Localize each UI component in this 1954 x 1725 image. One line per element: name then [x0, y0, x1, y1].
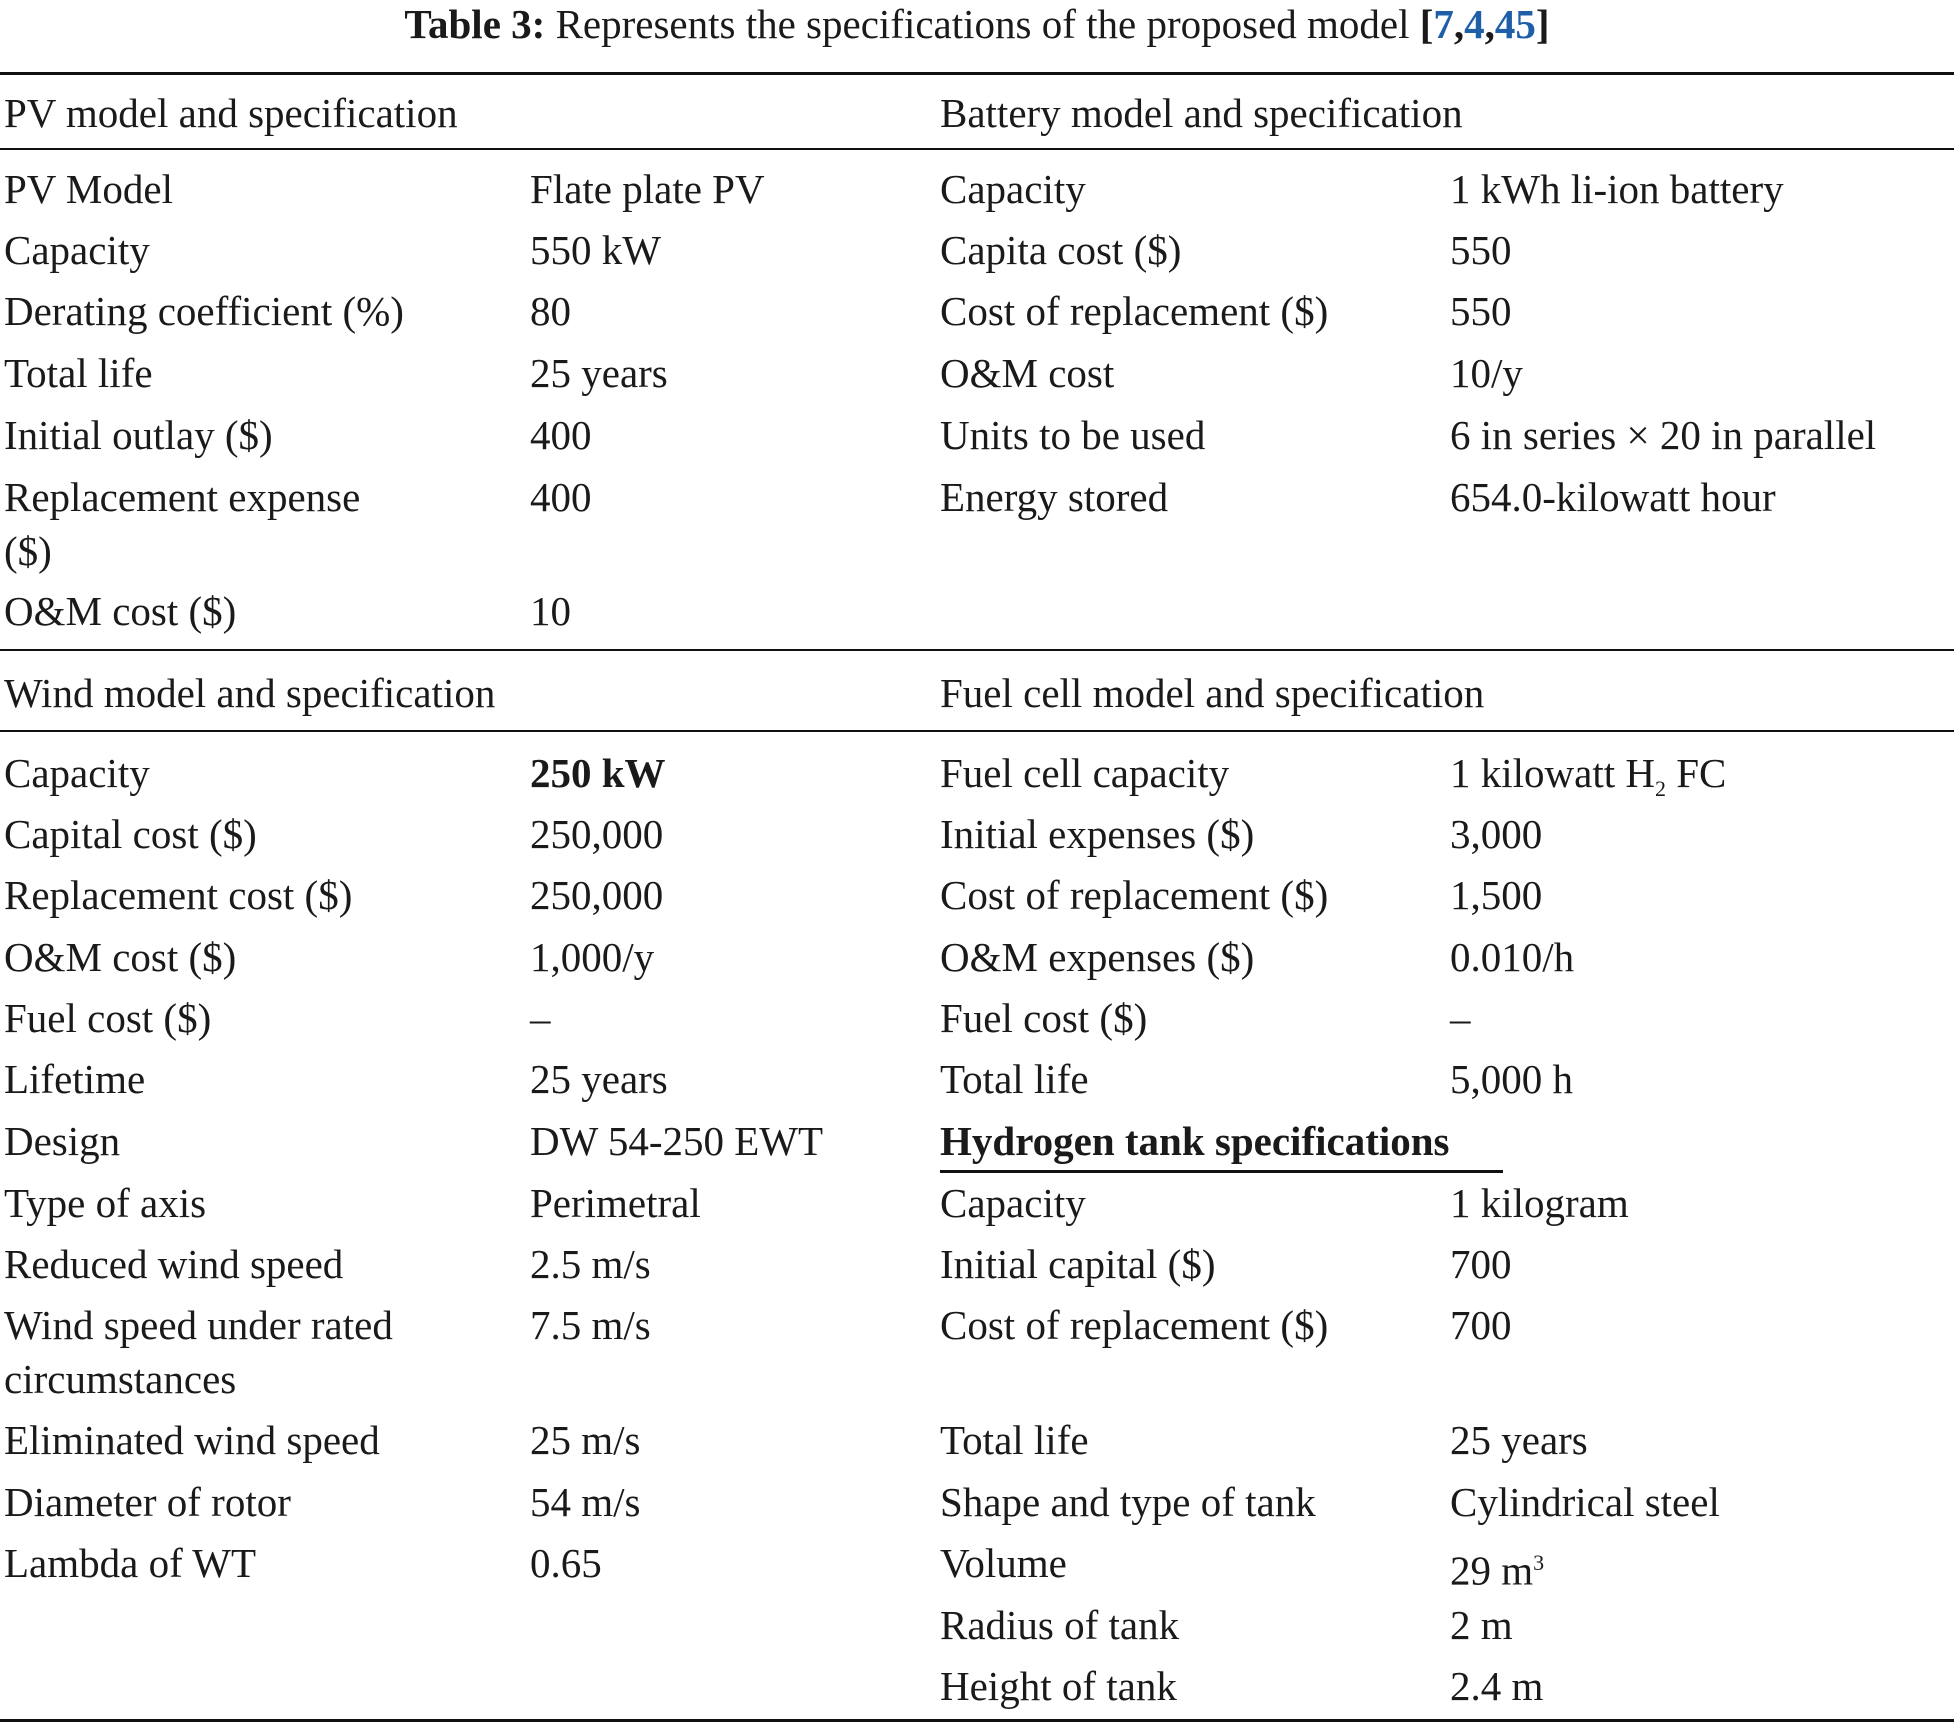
- wind-row-label: Lambda of WT: [4, 1540, 256, 1586]
- wind-row-label: Capacity: [4, 750, 150, 796]
- wind-row-label: Diameter of rotor: [4, 1479, 291, 1525]
- pv-row-value: 25 years: [530, 350, 668, 396]
- fuel-cell-section-heading: Fuel cell model and specification: [940, 670, 1485, 716]
- pv-row-label: Replacement expense: [4, 474, 361, 520]
- pv-row-value: 400: [530, 412, 592, 458]
- hydrogen-tank-row-label: Height of tank: [940, 1663, 1177, 1709]
- wind-row-label: O&M cost ($): [4, 934, 237, 980]
- citation-link-7[interactable]: 7: [1433, 1, 1454, 47]
- fuel-cell-row-value: [1450, 746, 1726, 816]
- battery-row-label: Units to be used: [940, 412, 1206, 458]
- subscript-2: 2: [1654, 776, 1666, 802]
- battery-row-label: O&M cost: [940, 350, 1115, 396]
- wind-row-value: 2.5 m/s: [530, 1241, 651, 1287]
- wind-row-value: 54 m/s: [530, 1479, 641, 1525]
- pv-row-label: PV Model: [4, 166, 173, 212]
- wind-row-value: 7.5 m/s: [530, 1302, 651, 1348]
- table-top-rule: [0, 72, 1954, 75]
- caption-label: Table 3:: [404, 1, 546, 47]
- section-rule: [0, 148, 1954, 150]
- pv-row-value: 550 kW: [530, 227, 661, 273]
- wind-row-value: 250,000: [530, 811, 664, 857]
- wind-row-value: 250,000: [530, 872, 664, 918]
- battery-row-label: Capacity: [940, 166, 1086, 212]
- section-rule: [0, 649, 1954, 651]
- battery-row-label: Cost of replacement ($): [940, 288, 1329, 334]
- caption-sep: ,: [1453, 1, 1465, 47]
- pv-row-label: Derating coefficient (%): [4, 288, 404, 334]
- hydrogen-tank-row-label: Cost of replacement ($): [940, 1302, 1329, 1348]
- wind-row-value: 1,000/y: [530, 934, 655, 980]
- battery-row-label: Capita cost ($): [940, 227, 1182, 273]
- hydrogen-tank-heading-underline: [940, 1170, 1503, 1173]
- battery-section-heading: Battery model and specification: [940, 90, 1463, 136]
- hydrogen-tank-row-value: 2 m: [1450, 1602, 1513, 1648]
- pv-section-heading: PV model and specification: [4, 90, 458, 136]
- caption-sep: ,: [1484, 1, 1495, 47]
- fuel-cell-row-value: –: [1450, 995, 1471, 1041]
- caption-close-bracket: ]: [1535, 1, 1550, 47]
- wind-row-value: 250 kW: [530, 750, 666, 796]
- wind-section-heading: Wind model and specification: [4, 670, 496, 716]
- hydrogen-tank-row-label: Total life: [940, 1417, 1089, 1463]
- wind-row-value: –: [530, 995, 551, 1041]
- battery-row-value: 550: [1450, 227, 1512, 273]
- fuel-cell-row-value: 5,000 h: [1450, 1056, 1573, 1102]
- hydrogen-tank-row-label: Radius of tank: [940, 1602, 1180, 1648]
- table-caption: [0, 0, 1954, 48]
- battery-row-label: Energy stored: [940, 474, 1169, 520]
- wind-row-value: 25 m/s: [530, 1417, 641, 1463]
- table-bottom-rule: [0, 1719, 1954, 1722]
- superscript-3: 3: [1533, 1550, 1545, 1575]
- hydrogen-tank-row-value: 2.4 m: [1450, 1663, 1544, 1709]
- wind-row-label: Eliminated wind speed: [4, 1417, 380, 1463]
- wind-row-label: Lifetime: [4, 1056, 146, 1102]
- volume-text: 29 m: [1450, 1547, 1534, 1594]
- fuel-cell-row-value: 3,000: [1450, 811, 1543, 857]
- pv-row-value: 10: [530, 588, 571, 634]
- wind-row-value: Perimetral: [530, 1180, 701, 1226]
- battery-row-value: 654.0-kilowatt hour: [1450, 474, 1776, 520]
- caption-open-bracket: [: [1419, 1, 1434, 47]
- pv-row-label: Total life: [4, 350, 153, 396]
- hydrogen-tank-row-value: 25 years: [1450, 1417, 1588, 1463]
- fuel-cell-row-label: Total life: [940, 1056, 1089, 1102]
- caption-text: Represents the specifications of the proposed model: [555, 1, 1410, 47]
- citation-link-4[interactable]: 4: [1464, 1, 1485, 47]
- fuel-cell-capacity-tail: FC: [1665, 750, 1727, 796]
- hydrogen-tank-row-label: Volume: [940, 1540, 1067, 1586]
- hydrogen-tank-row-label: Initial capital ($): [940, 1241, 1216, 1287]
- fuel-cell-row-value: 1,500: [1450, 872, 1543, 918]
- hydrogen-tank-row-value: 700: [1450, 1302, 1512, 1348]
- section-rule: [0, 730, 1954, 732]
- wind-row-label: Wind speed under rated: [4, 1302, 393, 1348]
- pv-row-label-line2: ($): [4, 528, 52, 574]
- wind-row-label: Design: [4, 1118, 121, 1164]
- hydrogen-tank-heading: Hydrogen tank specifications: [940, 1118, 1450, 1164]
- citation-link-45[interactable]: 45: [1494, 1, 1536, 47]
- wind-row-label: Reduced wind speed: [4, 1241, 344, 1287]
- hydrogen-tank-row-label: Shape and type of tank: [940, 1479, 1316, 1525]
- pv-row-value: 400: [530, 474, 592, 520]
- wind-row-value: DW 54-250 EWT: [530, 1118, 824, 1164]
- hydrogen-tank-row-label: Capacity: [940, 1180, 1086, 1226]
- pv-row-label: Capacity: [4, 227, 150, 273]
- battery-row-value: 550: [1450, 288, 1512, 334]
- wind-row-label-line2: circumstances: [4, 1356, 237, 1402]
- battery-row-value: 6 in series × 20 in parallel: [1450, 412, 1877, 458]
- fuel-cell-row-label: O&M expenses ($): [940, 934, 1255, 980]
- fuel-cell-row-label: Cost of replacement ($): [940, 872, 1329, 918]
- wind-row-label: Type of axis: [4, 1180, 207, 1226]
- fuel-cell-row-value: 0.010/h: [1450, 934, 1575, 980]
- hydrogen-tank-row-value: 700: [1450, 1241, 1512, 1287]
- hydrogen-tank-row-value: [1450, 1536, 1544, 1598]
- pv-row-value: 80: [530, 288, 571, 334]
- battery-row-value: 1 kWh li-ion battery: [1450, 166, 1784, 212]
- hydrogen-tank-row-value: Cylindrical steel: [1450, 1479, 1720, 1525]
- pv-row-label: O&M cost ($): [4, 588, 237, 634]
- wind-row-label: Fuel cost ($): [4, 995, 212, 1041]
- fuel-cell-row-label: Fuel cell capacity: [940, 750, 1230, 796]
- wind-row-value: 25 years: [530, 1056, 668, 1102]
- battery-row-value: 10/y: [1450, 350, 1523, 396]
- fuel-cell-row-label: Initial expenses ($): [940, 811, 1255, 857]
- fuel-cell-row-label: Fuel cost ($): [940, 995, 1148, 1041]
- wind-row-label: Capital cost ($): [4, 811, 257, 857]
- wind-row-value: 0.65: [530, 1540, 602, 1586]
- pv-row-value: Flate plate PV: [530, 166, 765, 212]
- wind-row-label: Replacement cost ($): [4, 872, 353, 918]
- hydrogen-tank-row-value: 1 kilogram: [1450, 1180, 1629, 1226]
- fuel-cell-capacity-text: 1 kilowatt H: [1450, 750, 1655, 796]
- pv-row-label: Initial outlay ($): [4, 412, 273, 458]
